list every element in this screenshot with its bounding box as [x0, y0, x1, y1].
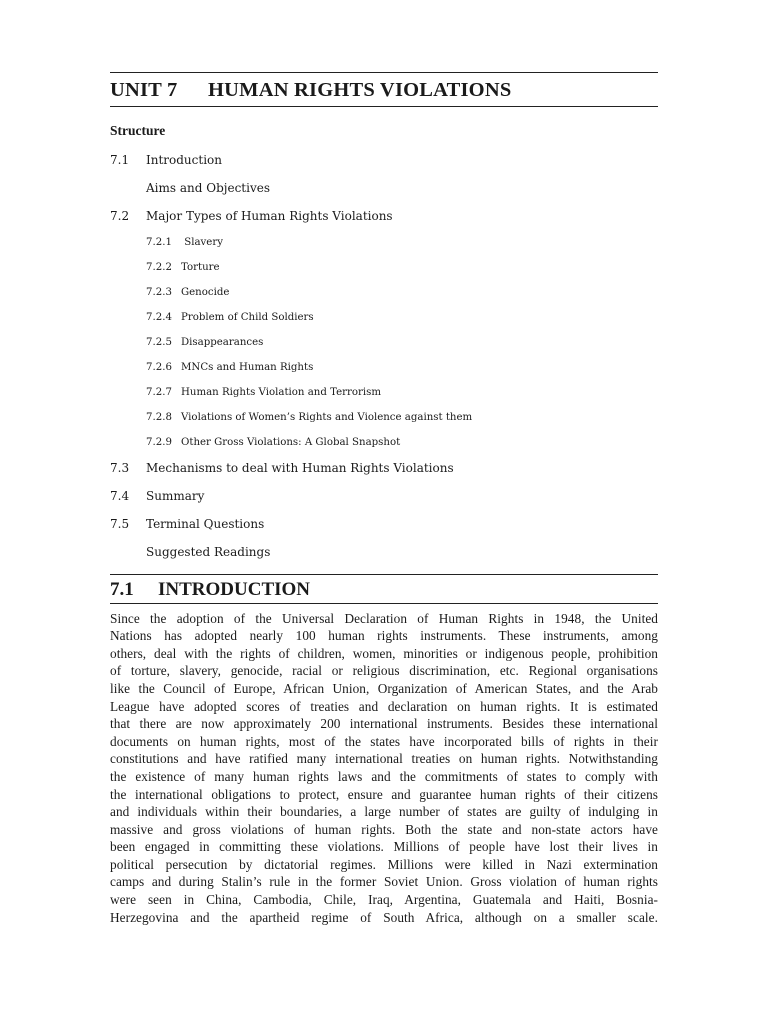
toc-subitem-title: Genocide [181, 287, 230, 299]
toc-item-number: 7.5 [110, 516, 130, 531]
table-of-contents [110, 147, 658, 567]
unit-number: UNIT 7 [110, 79, 178, 101]
paragraph-line: Herzegovina and the apartheid regime of South Africa, although on a smaller scale. [110, 909, 658, 925]
paragraph-line: were seen in China, Cambodia, Chile, Iraq, Argentina, Guatemala and Haiti, Bosnia- [110, 892, 658, 908]
toc-subitem [110, 355, 658, 380]
toc-item [110, 175, 658, 203]
introduction-paragraph [110, 610, 658, 927]
toc-item-number: 7.4 [110, 489, 130, 504]
toc-subitem-title: Violations of Women’s Rights and Violence against them [181, 412, 473, 424]
toc-subitem-number: 7.2.6 [146, 362, 172, 374]
toc-subitem-title: Other Gross Violations: A Global Snapshot [181, 437, 401, 449]
toc-subitem [110, 405, 658, 430]
toc-subitem-title: Disappearances [181, 337, 264, 349]
toc-subitem-title: Human Rights Violation and Terrorism [181, 387, 382, 399]
toc-subitem-title: MNCs and Human Rights [181, 362, 314, 374]
paragraph-line: League have adopted scores of treaties and declaration on human rights. It is estimated [110, 698, 658, 714]
toc-subitem [110, 380, 658, 405]
toc-item-title: Terminal Questions [146, 516, 265, 531]
paragraph-line: constitutions and have ratified many international treaties on human rights. Notwithstanding [110, 751, 658, 767]
toc-item-title: Mechanisms to deal with Human Rights Violations [146, 461, 454, 476]
toc-item [110, 203, 658, 231]
paragraph-line: been engaged in committing these violations. Millions of people have lost their lives in [110, 839, 658, 855]
paragraph-line: that there are now approximately 200 international instruments. Besides these international [110, 716, 658, 732]
toc-subitem [110, 330, 658, 355]
section-title: INTRODUCTION [158, 578, 311, 600]
paragraph-line: political persecution by dictatorial regimes. Millions were killed in Nazi extermination [110, 856, 658, 872]
paragraph-line: and individuals within their boundaries, a large number of states are guilty of indulging in [110, 804, 658, 820]
toc-item [110, 147, 658, 175]
paragraph-line: like the Council of Europe, African Union, Organization of American States, and the Arab [110, 680, 658, 696]
toc-subitem-number: 7.2.4 [146, 312, 172, 324]
toc-item-number: 7.3 [110, 461, 130, 476]
top-rule [110, 72, 658, 73]
section-heading [110, 576, 658, 603]
paragraph-line: massive and gross violations of human rights. Both the state and non-state actors have [110, 821, 658, 837]
toc-subitem-title: Slavery [181, 237, 223, 249]
paragraph-line: the international obligations to protect, ensure and guarantee human rights of their citizens [110, 786, 658, 802]
toc-subitem [110, 430, 658, 455]
toc-subitem [110, 255, 658, 280]
document-page [110, 72, 658, 926]
paragraph-line: the existence of many human rights laws and the commitments of states to comply with [110, 768, 658, 784]
toc-subitem [110, 230, 658, 255]
toc-item [110, 539, 658, 567]
toc-item-title: Introduction [146, 153, 222, 167]
toc-subitem-number: 7.2.9 [146, 437, 172, 449]
toc-item [110, 455, 658, 483]
toc-subitem-number: 7.2.7 [146, 387, 172, 399]
toc-subitem-number: 7.2.8 [146, 412, 172, 424]
section-top-rule [110, 574, 658, 575]
paragraph-line: camps and during Stalin’s rule in the former Soviet Union. Gross violation of human rights [110, 874, 658, 890]
unit-heading-rule [110, 106, 658, 107]
unit-heading [110, 75, 658, 106]
toc-subitem-number: 7.2.3 [146, 287, 172, 299]
toc-subitem-number: 7.2.5 [146, 337, 172, 349]
paragraph-line: others, deal with the rights of children, women, minorities or indigenous people, prohibition [110, 645, 658, 661]
section-heading-rule [110, 603, 658, 604]
toc-item [110, 511, 658, 539]
toc-subitem [110, 280, 658, 305]
toc-item-number: 7.1 [110, 153, 130, 167]
toc-subitem-number: 7.2.2 [146, 262, 172, 274]
toc-subitem-title: Problem of Child Soldiers [181, 312, 314, 324]
toc-item-title: Summary [146, 489, 205, 504]
toc-item-title: Major Types of Human Rights Violations [146, 208, 393, 223]
toc-subitem [110, 305, 658, 330]
toc-item [110, 483, 658, 511]
paragraph-line: of torture, slavery, genocide, racial or religious discrimination, etc. Regional organisations [110, 663, 658, 679]
paragraph-line: Since the adoption of the Universal Declaration of Human Rights in 1948, the United [110, 610, 658, 626]
unit-title: HUMAN RIGHTS VIOLATIONS [208, 79, 512, 101]
toc-item-title: Aims and Objectives [146, 180, 270, 195]
toc-subitem-number: 7.2.1 [146, 237, 172, 249]
structure-label: Structure [110, 123, 166, 138]
paragraph-line: Nations has adopted nearly 100 human rights instruments. These instruments, among [110, 628, 658, 644]
toc-item-number: 7.2 [110, 208, 130, 223]
toc-subitem-title: Torture [181, 262, 220, 274]
section-number: 7.1 [110, 578, 134, 600]
toc-item-title: Suggested Readings [146, 544, 271, 559]
paragraph-line: documents on human rights, most of the states have incorporated bills of rights in their [110, 733, 658, 749]
